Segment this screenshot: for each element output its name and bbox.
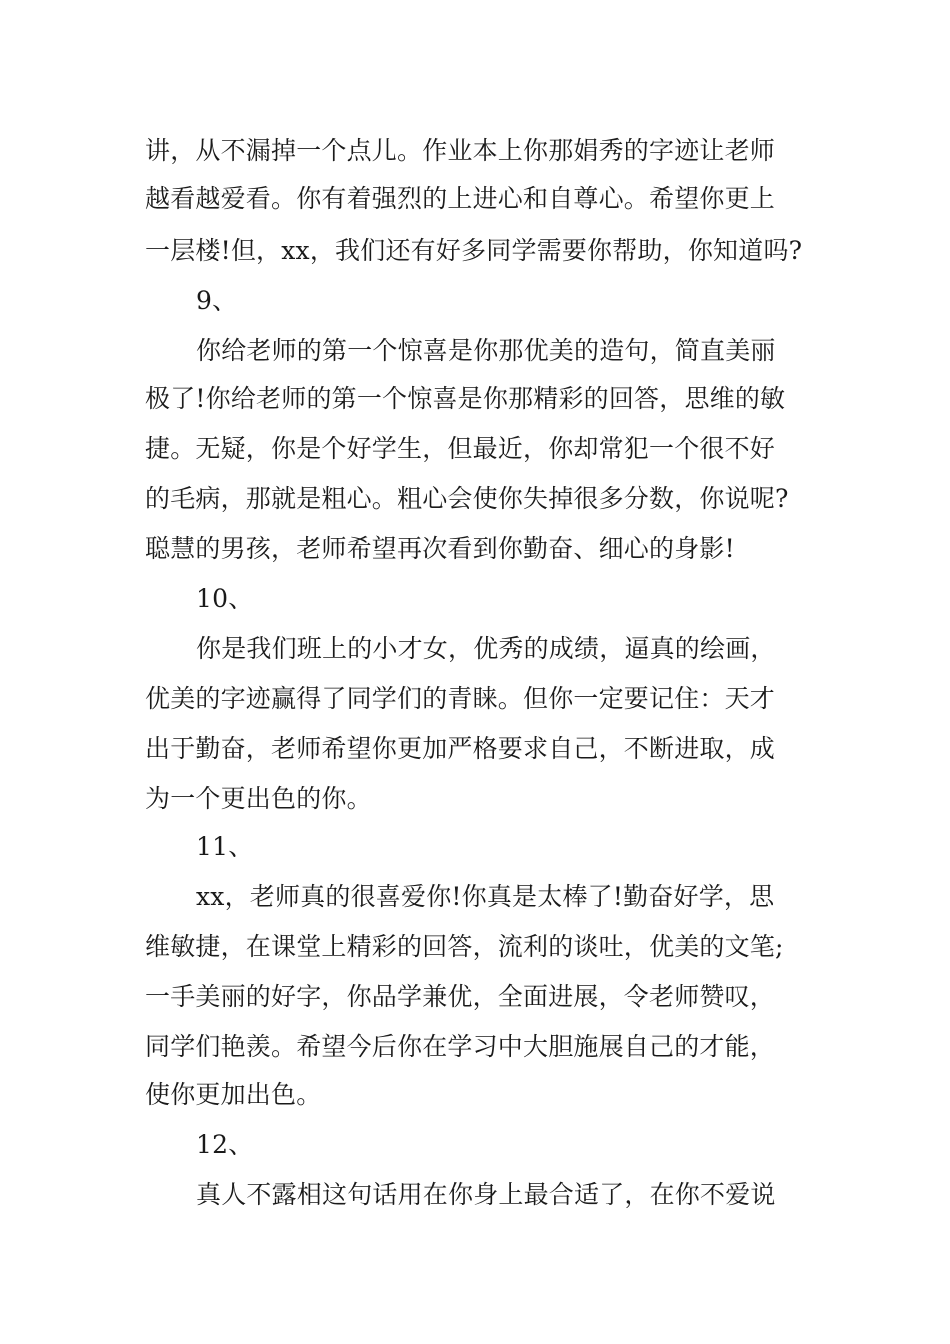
paragraph-line: 极了!你给老师的第一个惊喜是你那精彩的回答，思维的敏	[145, 384, 786, 413]
paragraph-line: 聪慧的男孩，老师希望再次看到你勤奋、细心的身影!	[145, 534, 735, 563]
paragraph-line: 越看越爱看。你有着强烈的上进心和自尊心。希望你更上	[145, 184, 776, 213]
paragraph-line: xx，老师真的很喜爱你!你真是太棒了!勤奋好学，思	[196, 882, 775, 911]
paragraph-line: 捷。无疑，你是个好学生，但最近，你却常犯一个很不好	[145, 434, 776, 463]
paragraph-line: 你是我们班上的小才女，优秀的成绩，逼真的绘画，	[196, 634, 776, 663]
paragraph-line: 使你更加出色。	[145, 1080, 322, 1109]
paragraph-line: 维敏捷，在课堂上精彩的回答，流利的谈吐，优美的文笔;	[145, 932, 784, 961]
item-number: 10、	[196, 584, 254, 613]
paragraph-line: 真人不露相这句话用在你身上最合适了，在你不爱说	[196, 1180, 776, 1209]
paragraph-line: 的毛病，那就是粗心。粗心会使你失掉很多分数，你说呢?	[145, 484, 789, 513]
paragraph-line: 讲，从不漏掉一个点儿。作业本上你那娟秀的字迹让老师	[145, 136, 776, 165]
paragraph-line: 你给老师的第一个惊喜是你那优美的造句，简直美丽	[196, 336, 776, 365]
item-number: 12、	[196, 1130, 254, 1159]
item-number: 11、	[196, 832, 254, 861]
paragraph-line: 一层楼!但，xx，我们还有好多同学需要你帮助，你知道吗?	[145, 236, 803, 265]
paragraph-line: 一手美丽的好字，你品学兼优，全面进展，令老师赞叹，	[145, 982, 776, 1011]
item-number: 9、	[196, 286, 238, 315]
paragraph-line: 同学们艳羡。希望今后你在学习中大胆施展自己的才能，	[145, 1032, 776, 1061]
paragraph-line: 为一个更出色的你。	[145, 784, 372, 813]
paragraph-line: 优美的字迹赢得了同学们的青睐。但你一定要记住：天才	[145, 684, 776, 713]
paragraph-line: 出于勤奋，老师希望你更加严格要求自己，不断进取，成	[145, 734, 776, 763]
